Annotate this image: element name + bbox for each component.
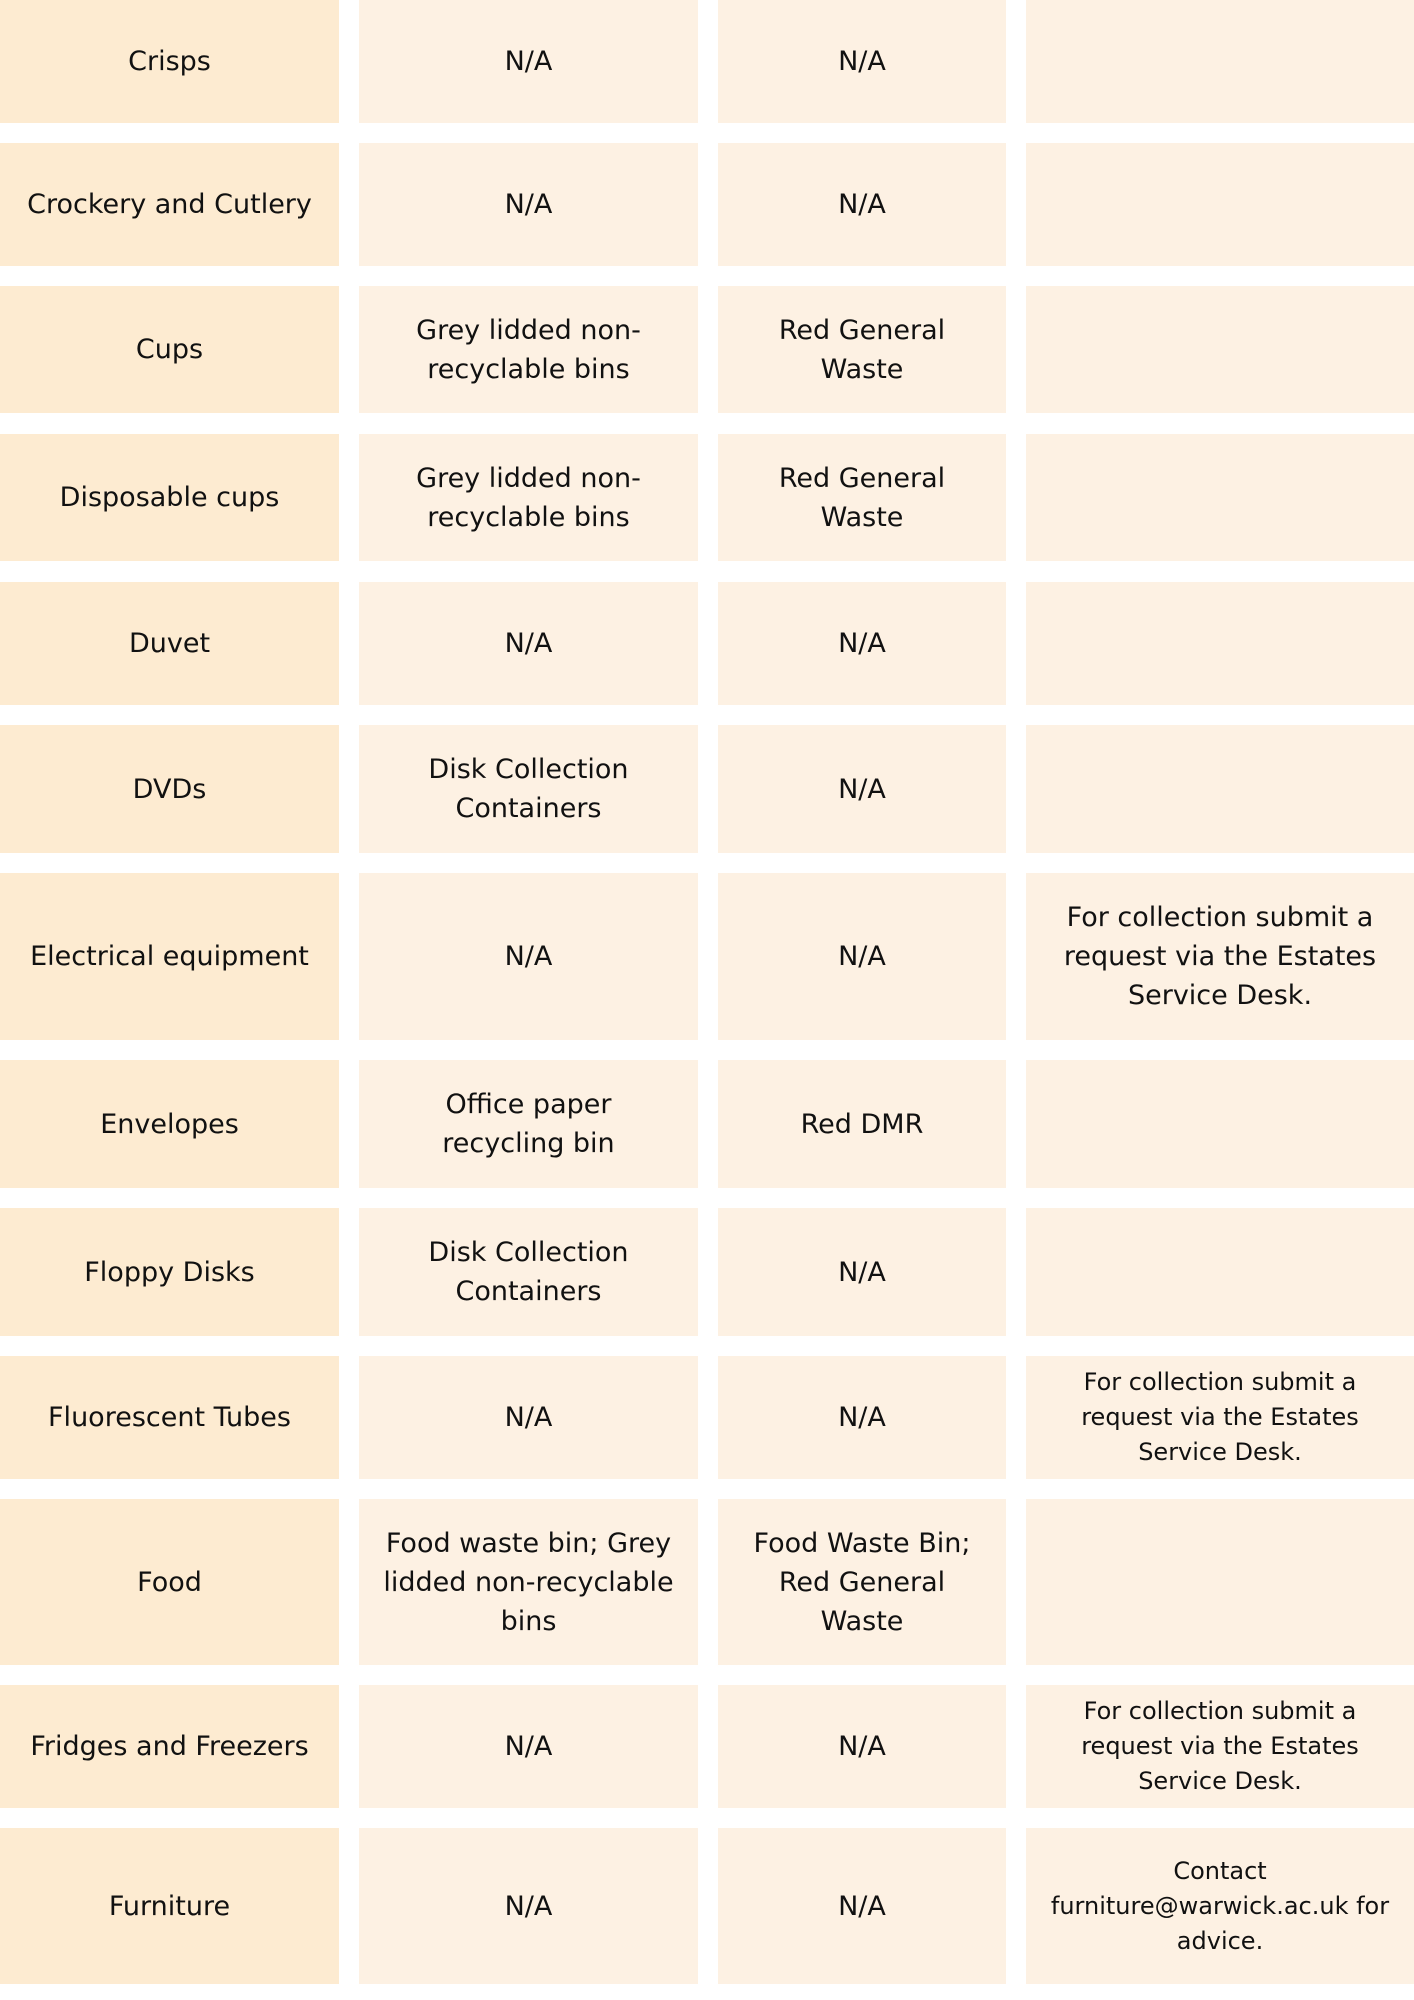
- item-name-cell: Crisps: [0, 0, 339, 123]
- notes-cell: For collection submit a request via the Estates Service Desk.: [1026, 1356, 1414, 1479]
- item-name-cell: Fridges and Freezers: [0, 1685, 339, 1808]
- table-row-envelopes: [0, 1060, 1414, 1188]
- notes-cell: For collection submit a request via the Estates Service Desk.: [1026, 873, 1414, 1040]
- waste-stream-cell: Red General Waste: [718, 286, 1006, 413]
- notes-cell: [1026, 0, 1414, 123]
- notes-cell: Contact furniture@warwick.ac.uk for advice.: [1026, 1828, 1414, 1984]
- waste-stream-cell: N/A: [718, 0, 1006, 123]
- waste-stream-cell: N/A: [718, 1828, 1006, 1984]
- notes-cell: [1026, 143, 1414, 266]
- notes-cell: [1026, 434, 1414, 561]
- bin-cell: N/A: [359, 143, 698, 266]
- notes-cell: [1026, 1499, 1414, 1665]
- bin-cell: Grey lidded non-recyclable bins: [359, 434, 698, 561]
- table-row-electrical-equipment: [0, 873, 1414, 1040]
- waste-stream-cell: Food Waste Bin; Red General Waste: [718, 1499, 1006, 1665]
- waste-stream-cell: N/A: [718, 725, 1006, 853]
- waste-stream-cell: N/A: [718, 582, 1006, 705]
- table-row-dvds: [0, 725, 1414, 853]
- waste-stream-cell: Red DMR: [718, 1060, 1006, 1188]
- waste-stream-cell: N/A: [718, 1208, 1006, 1336]
- bin-cell: N/A: [359, 1828, 698, 1984]
- bin-cell: N/A: [359, 582, 698, 705]
- waste-stream-cell: Red General Waste: [718, 434, 1006, 561]
- bin-cell: N/A: [359, 1685, 698, 1808]
- bin-cell: Disk Collection Containers: [359, 725, 698, 853]
- bin-cell: Office paper recycling bin: [359, 1060, 698, 1188]
- bin-cell: N/A: [359, 1356, 698, 1479]
- table-row-cups: [0, 286, 1414, 413]
- item-name-cell: Floppy Disks: [0, 1208, 339, 1336]
- notes-cell: [1026, 582, 1414, 705]
- notes-cell: [1026, 725, 1414, 853]
- bin-cell: N/A: [359, 873, 698, 1040]
- waste-stream-cell: N/A: [718, 1356, 1006, 1479]
- item-name-cell: Furniture: [0, 1828, 339, 1984]
- bin-cell: Grey lidded non-recyclable bins: [359, 286, 698, 413]
- bin-cell: N/A: [359, 0, 698, 123]
- notes-cell: [1026, 1208, 1414, 1336]
- bin-cell: Disk Collection Containers: [359, 1208, 698, 1336]
- waste-stream-cell: N/A: [718, 873, 1006, 1040]
- waste-stream-cell: N/A: [718, 1685, 1006, 1808]
- notes-cell: [1026, 1060, 1414, 1188]
- waste-stream-cell: N/A: [718, 143, 1006, 266]
- table-row-crisps: [0, 0, 1414, 123]
- table-row-duvet: [0, 582, 1414, 705]
- table-row-fluorescent-tubes: [0, 1356, 1414, 1479]
- table-row-floppy-disks: [0, 1208, 1414, 1336]
- item-name-cell: DVDs: [0, 725, 339, 853]
- notes-cell: For collection submit a request via the Estates Service Desk.: [1026, 1685, 1414, 1808]
- bin-cell: Food waste bin; Grey lidded non-recyclable bins: [359, 1499, 698, 1665]
- table-row-disposable-cups: [0, 434, 1414, 561]
- item-name-cell: Disposable cups: [0, 434, 339, 561]
- item-name-cell: Cups: [0, 286, 339, 413]
- item-name-cell: Duvet: [0, 582, 339, 705]
- item-name-cell: Electrical equipment: [0, 873, 339, 1040]
- item-name-cell: Fluorescent Tubes: [0, 1356, 339, 1479]
- item-name-cell: Food: [0, 1499, 339, 1665]
- table-row-furniture: [0, 1828, 1414, 1984]
- table-row-fridges-freezers: [0, 1685, 1414, 1808]
- table-row-crockery: [0, 143, 1414, 266]
- table-row-food: [0, 1499, 1414, 1665]
- notes-cell: [1026, 286, 1414, 413]
- item-name-cell: Crockery and Cutlery: [0, 143, 339, 266]
- item-name-cell: Envelopes: [0, 1060, 339, 1188]
